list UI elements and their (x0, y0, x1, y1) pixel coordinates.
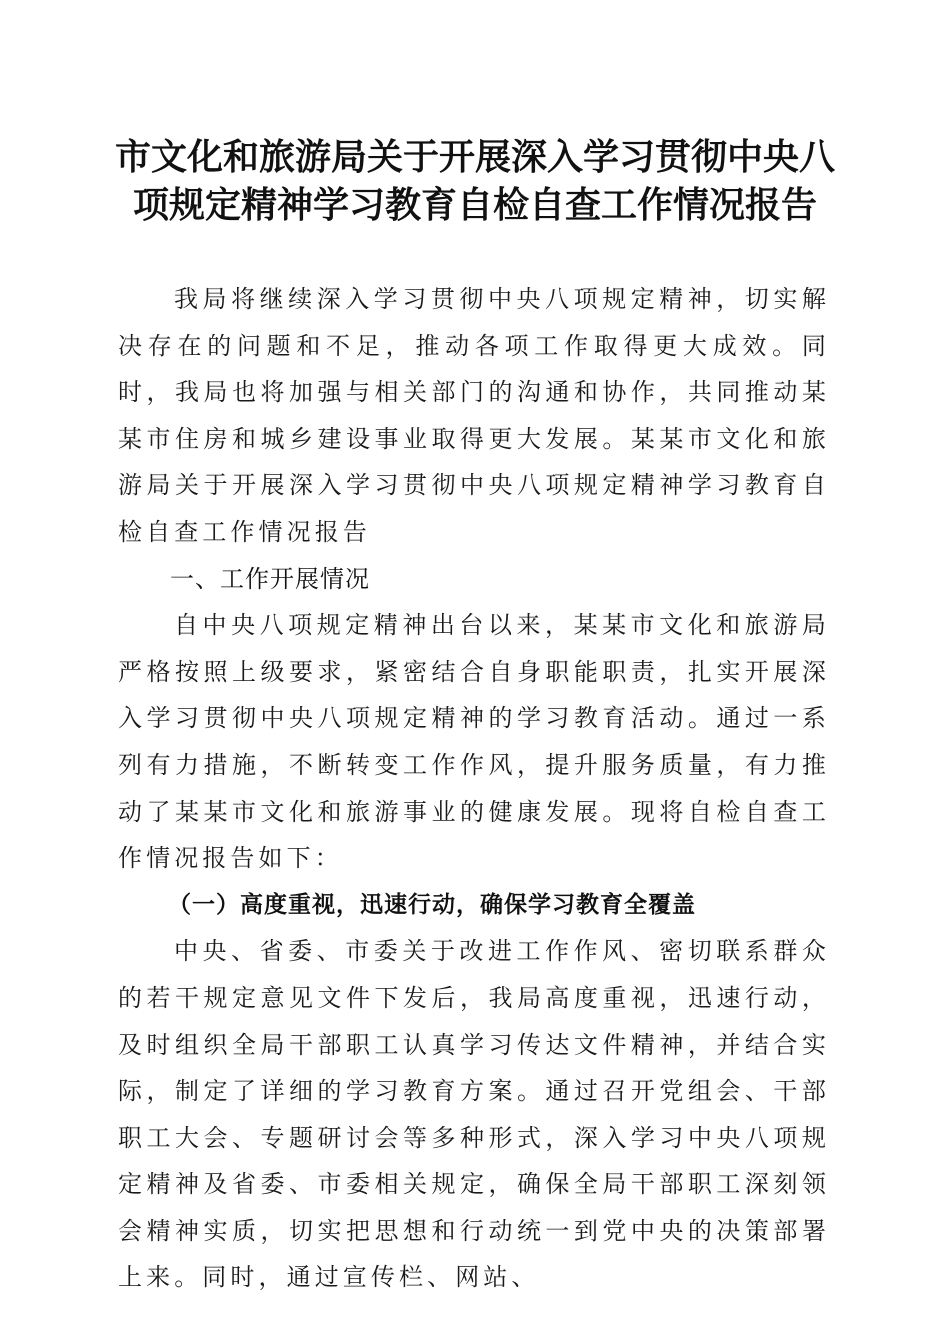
section-heading: 一、工作开展情况 (170, 564, 370, 593)
document-title: 市文化和旅游局关于开展深入学习贯彻中央八项规定精神学习教育自检自查工作情况报告 (114, 136, 835, 226)
document-body (118, 276, 830, 1301)
intro-paragraph: 我局将继续深入学习贯彻中央八项规定精神，切实解决存在的问题和不足，推动各项工作取得更大成效。同时，我局也将加强与相关部门的沟通和协作，共同推动某某市住房和城乡建设事业取得更大发展。某某市文化和旅游局关于开展深入学习贯彻中央八项规定精神学习教育自检自查工作情况报告 (118, 285, 830, 546)
section-paragraph: 自中央八项规定精神出台以来，某某市文化和旅游局严格按照上级要求，紧密结合自身职能职责，扎实开展深入学习贯彻中央八项规定精神的学习教育活动。通过一系列有力措施，不断转变工作作风，提升服务质量，有力推动了某某市文化和旅游事业的健康发展。现将自检自查工作情况报告如下： (118, 611, 830, 873)
subsection-paragraph: 中央、省委、市委关于改进工作作风、密切联系群众的若干规定意见文件下发后，我局高度重视，迅速行动，及时组织全局干部职工认真学习传达文件精神，并结合实际，制定了详细的学习教育方案。通过召开党组会、干部职工大会、专题研讨会等多种形式，深入学习中央八项规定精神及省委、市委相关规定，确保全局干部职工深刻领会精神实质，切实把思想和行动统一到党中央的决策部署上来。同时，通过宣传栏、网站、 (118, 937, 830, 1292)
subsection-heading: （一）高度重视，迅速行动，确保学习教育全覆盖 (168, 890, 696, 918)
